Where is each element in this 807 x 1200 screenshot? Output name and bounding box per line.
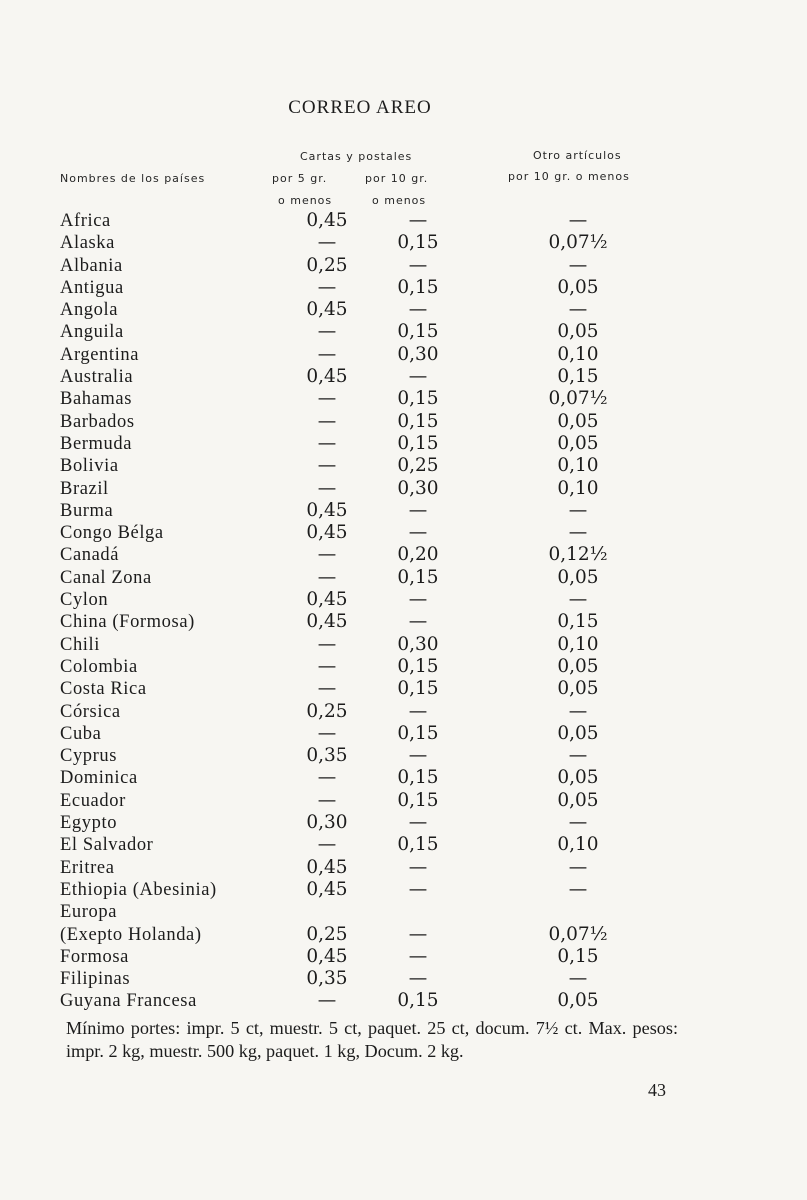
rate-cards-5g: 0,45 — [306, 366, 348, 388]
table-row — [0, 478, 807, 500]
rate-cards-10g: 0,15 — [397, 678, 439, 700]
country-name: Australia — [60, 367, 134, 388]
rate-other-10g: 0,15 — [557, 945, 599, 967]
rate-cards-5g: — — [317, 544, 337, 566]
rate-other-10g: 0,10 — [557, 477, 599, 499]
rate-cards-5g: — — [317, 990, 337, 1012]
country-name: Angola — [60, 300, 119, 321]
rate-cards-10g: — — [408, 745, 428, 767]
country-name: Bermuda — [60, 433, 133, 454]
country-name: Colombia — [60, 656, 138, 677]
rate-cards-5g: — — [317, 678, 337, 700]
rate-other-10g: 0,05 — [557, 767, 599, 789]
rate-cards-10g: 0,15 — [397, 321, 439, 343]
rate-cards-5g: 0,35 — [306, 745, 348, 767]
table-row — [0, 567, 807, 589]
rate-cards-5g: 0,30 — [306, 812, 348, 834]
table-row — [0, 299, 807, 321]
table-row — [0, 701, 807, 723]
country-name: Guyana Francesa — [60, 991, 197, 1012]
rate-cards-5g: — — [317, 388, 337, 410]
rate-other-10g: — — [568, 878, 588, 900]
header-other-group: Otro artículos — [533, 149, 622, 162]
table-row — [0, 767, 807, 789]
country-name: Anguila — [60, 322, 124, 343]
rate-cards-5g: 0,45 — [306, 210, 348, 231]
country-name: Ethiopia (Abesinia) — [60, 879, 217, 900]
rate-cards-10g: 0,15 — [397, 990, 439, 1012]
rate-cards-10g: 0,25 — [397, 455, 439, 477]
rate-cards-10g: 0,15 — [397, 789, 439, 811]
header-col-b-line2: o menos — [372, 194, 427, 207]
table-row — [0, 522, 807, 544]
rate-cards-5g: — — [317, 789, 337, 811]
country-name: Cyprus — [60, 746, 118, 767]
rate-cards-5g: 0,25 — [306, 254, 348, 276]
page-number: 43 — [648, 1080, 666, 1100]
country-name: Africa — [60, 211, 111, 231]
rate-cards-5g: — — [317, 343, 337, 365]
rate-cards-10g: — — [408, 499, 428, 521]
country-name: Brazil — [60, 478, 109, 499]
rates-table — [0, 210, 807, 1013]
rate-cards-10g: — — [408, 968, 428, 990]
rate-other-10g: 0,05 — [557, 678, 599, 700]
table-row — [0, 544, 807, 566]
table-row — [0, 879, 807, 901]
rate-other-10g: 0,05 — [557, 276, 599, 298]
rate-cards-10g: — — [408, 366, 428, 388]
rate-cards-5g: — — [317, 767, 337, 789]
rate-cards-10g: 0,15 — [397, 566, 439, 588]
country-name: Canadá — [60, 545, 120, 566]
rate-cards-5g: — — [317, 722, 337, 744]
header-col-a-line1: por 5 gr. — [272, 172, 328, 185]
rate-other-10g: — — [568, 254, 588, 276]
rate-cards-5g: — — [317, 276, 337, 298]
rate-other-10g: 0,15 — [557, 366, 599, 388]
country-name: Congo Bélga — [60, 523, 164, 544]
rate-other-10g: — — [568, 589, 588, 611]
rate-other-10g: 0,05 — [557, 990, 599, 1012]
rate-cards-5g: — — [317, 655, 337, 677]
rate-other-10g: — — [568, 968, 588, 990]
rate-other-10g: — — [568, 210, 588, 231]
header-col-c-line1: por 10 gr. o menos — [508, 170, 630, 183]
rate-other-10g: 0,15 — [557, 611, 599, 633]
rate-cards-5g: — — [317, 477, 337, 499]
rate-cards-10g: 0,20 — [397, 544, 439, 566]
rate-cards-5g: 0,25 — [306, 700, 348, 722]
country-name: Egypto — [60, 813, 118, 834]
rate-cards-10g: 0,15 — [397, 722, 439, 744]
table-row — [0, 411, 807, 433]
rate-other-10g: — — [568, 499, 588, 521]
rate-cards-5g: 0,45 — [306, 878, 348, 900]
rate-other-10g: 0,12½ — [548, 544, 608, 566]
table-row — [0, 433, 807, 455]
country-name: Eritrea — [60, 857, 115, 878]
rate-other-10g: — — [568, 812, 588, 834]
table-row — [0, 656, 807, 678]
rate-cards-5g: 0,25 — [306, 923, 348, 945]
rate-other-10g: 0,10 — [557, 834, 599, 856]
table-row — [0, 455, 807, 477]
rate-cards-5g: — — [317, 834, 337, 856]
country-name: Burma — [60, 500, 114, 521]
rate-cards-5g: — — [317, 455, 337, 477]
table-row — [0, 232, 807, 254]
header-cards-group: Cartas y postales — [300, 150, 413, 163]
rate-cards-5g: 0,45 — [306, 589, 348, 611]
rate-other-10g: — — [568, 299, 588, 321]
rate-cards-10g: 0,15 — [397, 655, 439, 677]
rate-other-10g: — — [568, 856, 588, 878]
rate-cards-10g: 0,30 — [397, 477, 439, 499]
rate-cards-10g: 0,15 — [397, 767, 439, 789]
rate-cards-5g: 0,45 — [306, 945, 348, 967]
country-name: Antigua — [60, 277, 124, 298]
country-name: Barbados — [60, 411, 135, 432]
country-name: Bolivia — [60, 456, 119, 477]
rate-other-10g: 0,10 — [557, 343, 599, 365]
rate-other-10g: 0,10 — [557, 455, 599, 477]
country-name: Argentina — [60, 344, 140, 365]
rate-other-10g: 0,05 — [557, 321, 599, 343]
table-row — [0, 790, 807, 812]
country-name: Córsica — [60, 701, 121, 722]
rate-cards-5g: — — [317, 410, 337, 432]
rate-cards-10g: — — [408, 611, 428, 633]
country-name: Filipinas — [60, 969, 131, 990]
table-row — [0, 321, 807, 343]
rate-cards-5g: — — [317, 566, 337, 588]
table-row — [0, 344, 807, 366]
table-row — [0, 745, 807, 767]
rate-cards-10g: — — [408, 878, 428, 900]
country-name: Albania — [60, 255, 123, 276]
country-name: Bahamas — [60, 389, 133, 410]
rate-cards-10g: 0,15 — [397, 834, 439, 856]
table-row — [0, 589, 807, 611]
rate-other-10g: 0,05 — [557, 566, 599, 588]
country-name: Alaska — [60, 233, 115, 254]
table-row — [0, 924, 807, 946]
rate-other-10g: — — [568, 700, 588, 722]
country-name: Ecuador — [60, 790, 126, 811]
table-row — [0, 277, 807, 299]
table-row — [0, 500, 807, 522]
country-name: Dominica — [60, 768, 138, 789]
rate-cards-5g: — — [317, 321, 337, 343]
rate-cards-10g: — — [408, 254, 428, 276]
rate-cards-10g: 0,15 — [397, 232, 439, 254]
rate-cards-10g: — — [408, 812, 428, 834]
table-row — [0, 812, 807, 834]
rate-cards-10g: 0,15 — [397, 276, 439, 298]
header-countries: Nombres de los países — [60, 172, 206, 185]
rate-cards-5g: — — [317, 633, 337, 655]
table-row — [0, 210, 807, 232]
rate-other-10g: 0,05 — [557, 410, 599, 432]
rate-cards-5g: 0,35 — [306, 968, 348, 990]
rate-cards-5g: — — [317, 232, 337, 254]
table-row — [0, 634, 807, 656]
table-row — [0, 366, 807, 388]
rate-other-10g: 0,05 — [557, 722, 599, 744]
header-col-b-line1: por 10 gr. — [365, 172, 429, 185]
country-name: China (Formosa) — [60, 612, 195, 633]
table-row — [0, 255, 807, 277]
rate-cards-10g: — — [408, 522, 428, 544]
rate-cards-10g: 0,15 — [397, 388, 439, 410]
rate-other-10g: — — [568, 522, 588, 544]
table-row — [0, 946, 807, 968]
rate-cards-10g: — — [408, 923, 428, 945]
rate-cards-10g: 0,15 — [397, 410, 439, 432]
rate-cards-10g: — — [408, 856, 428, 878]
country-name: Formosa — [60, 946, 129, 967]
rate-cards-5g: 0,45 — [306, 499, 348, 521]
rate-other-10g: 0,05 — [557, 655, 599, 677]
rate-cards-10g: — — [408, 210, 428, 231]
rate-cards-10g: — — [408, 945, 428, 967]
country-name: Costa Rica — [60, 679, 147, 700]
rate-other-10g: — — [568, 745, 588, 767]
table-row — [0, 968, 807, 990]
rate-cards-5g: 0,45 — [306, 522, 348, 544]
table-row — [0, 723, 807, 745]
page-title: CORREO AREO — [288, 97, 432, 118]
country-name: (Exepto Holanda) — [60, 924, 202, 945]
rate-cards-10g: — — [408, 700, 428, 722]
table-row — [0, 611, 807, 633]
rate-cards-5g: — — [317, 432, 337, 454]
country-name: Europa — [60, 902, 118, 923]
table-row — [0, 388, 807, 410]
rate-cards-10g: 0,15 — [397, 432, 439, 454]
rate-cards-10g: — — [408, 299, 428, 321]
rate-other-10g: 0,07½ — [548, 388, 608, 410]
country-name: Chili — [60, 634, 101, 655]
rate-other-10g: 0,05 — [557, 789, 599, 811]
rate-other-10g: 0,05 — [557, 432, 599, 454]
table-row — [0, 990, 807, 1012]
country-name: El Salvador — [60, 835, 154, 856]
rate-cards-5g: 0,45 — [306, 856, 348, 878]
country-name: Canal Zona — [60, 567, 152, 588]
rate-cards-10g: 0,30 — [397, 343, 439, 365]
country-name: Cuba — [60, 723, 102, 744]
table-row — [0, 678, 807, 700]
rate-cards-10g: 0,30 — [397, 633, 439, 655]
rate-cards-5g: 0,45 — [306, 299, 348, 321]
footnote: Mínimo portes: impr. 5 ct, muestr. 5 ct, paquet. 25 ct, docum. 7½ ct. Max. pesos: impr. 2 kg, muestr. 500 kg, paquet. 1 kg, Docum. 2 kg. — [66, 1018, 678, 1061]
rate-cards-5g: 0,45 — [306, 611, 348, 633]
table-row — [0, 857, 807, 879]
rate-cards-10g: — — [408, 589, 428, 611]
header-col-a-line2: o menos — [278, 194, 333, 207]
rate-other-10g: 0,10 — [557, 633, 599, 655]
rate-other-10g: 0,07½ — [548, 232, 608, 254]
table-row — [0, 834, 807, 856]
table-row — [0, 901, 807, 923]
rate-other-10g: 0,07½ — [548, 923, 608, 945]
country-name: Cylon — [60, 590, 109, 611]
